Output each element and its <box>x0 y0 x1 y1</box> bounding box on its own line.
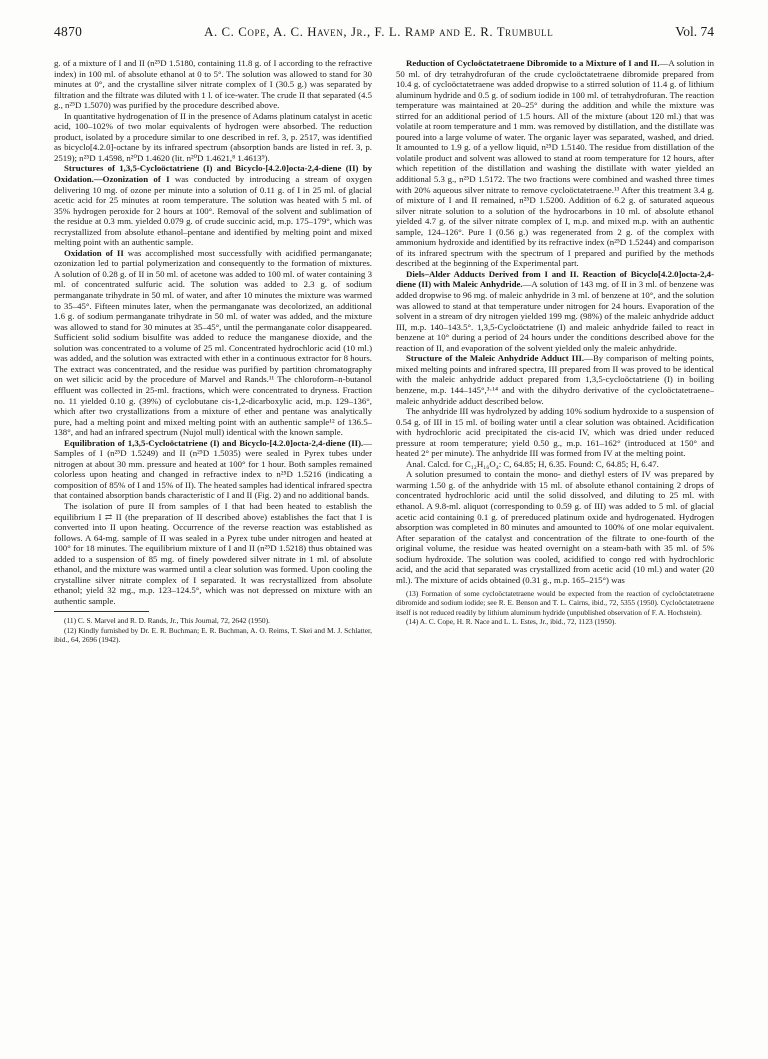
paragraph <box>396 269 714 353</box>
section-heading: Diels–Alder Adducts Derived from I and II. Reaction of Bicyclo[4.2.0]octa-2,4-diene (II) with Maleic Anhydride. <box>396 268 714 290</box>
footnote: (11) C. S. Marvel and R. D. Rands, Jr., This Journal, 72, 2642 (1950). <box>64 616 270 626</box>
paragraph: g. of a mixture of I and II (n²⁵D 1.5180, containing 11.8 g. of I according to the refractive index) in 100 ml. of absolute ethanol at 0 to 5°. The solution was allowed to stand for 30 minutes at 0°, and the crystalline silver nitrate complex of I (30.5 g.) was separated by filtration and the filtrate was diluted with 1 l. of ice-water. The crude II that separated (4.5 g., n²⁵D 1.5070) was purified by the procedure described above. <box>54 58 372 111</box>
footnote-divider <box>54 611 149 612</box>
volume-label: Vol. 74 <box>675 24 714 39</box>
paragraph: The isolation of pure II from samples of I that had been heated to establish the equilibrium I ⇄ II (the preparation of II described above) establishes the fact that I is converted into II upon heating. Occurrence of the reverse reaction was established as follows. A 64-mg. sample of II was sealed in a Pyrex tube under nitrogen and heated at 100° for 18 minutes. The equilibrium mixture of I and II (n²⁵D 1.5218) thus obtained was added to a suspension of 85 mg. of finely powdered silver nitrate in 1 ml. of absolute ethanol, and the mixture was warmed until a clear solution was formed. Upon cooling the crystalline silver nitrate complex of I separated. It was recrystallized from absolute ethanol; yield 32 mg., m.p. 123–124.5°, which was not depressed on mixture with an authentic sample. <box>54 500 372 606</box>
paragraph-text: —Samples of I (n²⁵D 1.5249) and II (n²⁵D 1.5035) were sealed in Pyrex tubes under nitrogen at about 30 mm. pressure and heated at 100° for 1 hour. Both samples remained colorless upon heating and changed in refractive index to n²⁵D 1.5216 (indicating a composition of 85% of I and 15% of II). The heated samples had identical infrared spectra that contained absorption bands characteristic of I and II (Fig. 2) and no additional bands. <box>54 437 372 501</box>
paragraph: In quantitative hydrogenation of II in the presence of Adams platinum catalyst in acetic acid, 100–102% of two molar equivalents of hydrogen were absorbed. The reduction product, isolated by a procedure similar to one described in ref. 3, p. 2517, was identified as bicyclo[4.2.0]-octane by its infrared spectrum (absorption bands are listed in ref. 3, p. 2519); n²⁵D 1.4598, n²⁰D 1.4620 (lit. n²⁰D 1.4621,⁸ 1.4613⁹). <box>54 110 372 163</box>
paragraph <box>396 353 714 406</box>
section-heading: Structure of the Maleic Anhydride Adduct III. <box>406 353 585 364</box>
right-column <box>396 58 714 1043</box>
paragraph-text: —By comparison of melting points, mixed melting points and infrared spectra, III prepared from II was proved to be identical with the maleic anhydride adduct prepared from 1,3,5-cycloöctatriene (I) in boiling benzene, m.p. 144–145°,³·¹⁴ and with the dihydro derivative of the cycloöctatetraene–maleic anhydride adduct described below. <box>396 353 714 406</box>
running-authors: A. C. Cope, A. C. Haven, Jr., F. L. Ramp and E. R. Trumbull <box>204 25 554 39</box>
paragraph: A solution presumed to contain the mono- and diethyl esters of IV was prepared by warming 1.50 g. of the anhydride with 15 ml. of absolute ethanol containing 2 drops of concentrated hydrochloric acid until the solid dissolved, and diluting to 25 ml. with ethanol. A 9.8-ml. aliquot (corresponding to 0.59 g. of III) was added to 5 ml. of glacial acetic acid containing 0.1 g. of prereduced platinum oxide and hydrogenated. Hydrogen absorption was completed in 80 minutes and amounted to 100% of one molar equivalent. After separation of the catalyst and concentration of the filtrate to one-fourth of the original volume, the residue was heated overnight on a steam-bath with 35 ml. of 5% sodium hydroxide. The solution was cooled, acidified to congo red with hydrochloric acid, and the acid that separated was crystallized from acetic acid (10 ml.) and water (20 ml.). The mixture of acids obtained (0.31 g., m.p. 165–215°) was <box>396 469 714 585</box>
paragraph-text: —A solution in 50 ml. of dry tetrahydrofuran of the crude cycloöctatetraene dibromide prepared from 10.4 g. of cycloöctatetraene was added dropwise to a stirred solution of 11.4 g. of lithium aluminum hydride and 0.5 g. of sodium iodide in 100 ml. of tetrahydrofuran. The reaction temperature was maintained at 20–25° during the addition and while the mixture was stirred for an additional period of 1.5 hours. All of the mixture (about 120 ml.) that was volatile at room temperature and 1 mm. was removed by distillation, and the distillate was poured into a large volume of water. The organic layer was separated, washed, and dried. It amounted to 1.9 g. of a yellow liquid, n²⁵D 1.5140. The residue from distillation of the volatile product and solvent was allowed to stand at room temperature for 12 hours, after which repetition of the distillation and washing the distillate with water yielded an additional 5.3 g., n²⁵D 1.5172. The two fractions were combined and washed three times with 20% aqueous silver nitrate to remove cycloöctatetraene.¹³ After this treatment 3.4 g. of mixture of I and II remained, n²⁵D 1.5200. Addition of 6.2 g. of saturated aqueous silver nitrate solution to a solution of the hydrocarbons in 10 ml. of absolute ethanol yielded 4.7 g. of the silver nitrate complex of I, m.p. and mixed m.p. with an authentic sample, 124–126°. Pure I (0.56 g.) was regenerated from 2 g. of the complex with ammonium hydroxide and identified by its refractive index (n²⁵D 1.5244) and comparison of its infrared spectrum with the spectrum of I prepared and purified by the methods described at the beginning of the Experimental part. <box>396 58 714 269</box>
section-heading: Oxidation of II <box>64 247 124 258</box>
paragraph <box>54 438 372 501</box>
paragraph-text: —A solution of 143 mg. of II in 3 ml. of benzene was added dropwise to 96 mg. of maleic anhydride in 3 ml. of benzene at 10°, and the solution was allowed to stand at that temperature under nitrogen for 24 hours. Evaporation of the solvent in a stream of dry nitrogen yielded 199 mg. (98%) of the maleic anhydride adduct III, m.p. 140–143.5°. 1,3,5-Cycloöctatriene (I) and maleic anhydride failed to react in benzene at 10° during a period of 24 hours under the conditions described above for the reaction of II, and evaporation of the solvent yielded only the maleic anhydride. <box>396 279 714 353</box>
paragraph <box>396 58 714 269</box>
section-heading: Equilibration of 1,3,5-Cycloöctatriene (I) and Bicyclo-[4.2.0]octa-2,4-diene (II). <box>64 437 364 448</box>
footnote: (14) A. C. Cope, H. R. Nace and L. L. Estes, Jr., ibid., 72, 1123 (1950). <box>406 616 617 626</box>
paragraph-text: was accomplished most successfully with acidified permanganate; ozonization led to partial polymerization and consequently to the formation of mixtures. A solution of 0.28 g. of II in 50 ml. of acetone was added to 100 ml. of water containing 3 ml. of concentrated sulfuric acid. The solution was added to 2.3 g. of sodium permanganate trihydrate in 50 ml. of water, and after 10 minutes the mixture was warmed to 35–45°. Fifteen minutes later, when the permanganate was decolorized, an additional 1.6 g. of sodium permanganate trihydrate in 50 ml. of water was added, and the mixture was allowed to stand for 30 minutes at 35–45°, until the permanganate color disappeared. Sufficient solid sodium bisulfite was added to reduce the manganese dioxide, and the solution was concentrated to a volume of 25 ml. Concentrated hydrochloric acid (10 ml.) was added, and the solution was extracted with ether in a continuous extractor for 8 hours. The extract was concentrated, and the residue was purified by partition chromatography on wet silicic acid by the procedure of Marvel and Rands.¹¹ The chloroform–n-butanol effluent was collected in 25-ml. fractions, which were concentrated to dryness. Fraction no. 11 yielded 0.10 g. (39%) of cyclobutane cis-1,2-dicarboxylic acid, m.p. 129–136°, which after two crystallizations from a mixture of ether and pentane was analytically pure, had a melting point and mixed melting point with an authentic sample¹² of 136.5–138°, and had an infrared spectrum (Nujol mull) identical with the known sample. <box>54 247 372 438</box>
left-column <box>54 58 372 1043</box>
paragraph <box>54 163 372 247</box>
paragraph: The anhydride III was hydrolyzed by adding 10% sodium hydroxide to a suspension of 0.54 g. of III in 15 ml. of boiling water until a clear solution was obtained. Acidification with hydrochloric acid precipitated the cis-acid IV, which was dried under reduced pressure at room temperature; yield 0.50 g., m.p. 161–162° (introduced at 150° and heated 2° per minute). The anhydride III was formed from IV at the melting point. <box>396 406 714 459</box>
running-header <box>54 24 714 44</box>
paragraph <box>54 248 372 438</box>
section-heading: Structures of 1,3,5-Cycloöctatriene (I) and Bicyclo-[4.2.0]octa-2,4-diene (II) by Oxidation.—Ozonization of I <box>54 163 372 185</box>
paragraph-text: was conducted by introducing a stream of oxygen delivering 10 mg. of ozone per minute into a solution of 0.11 g. of I in 25 ml. of glacial acetic acid for 25 minutes at room temperature. The solution was heated with 5 ml. of 35% hydrogen peroxide for 2 hours at 100°. Removal of the solvent and sublimation of the residue at 0.3 mm. yielded 0.079 g. of crude succinic acid, m.p. 175–179°, which was recrystallized from absolute ethanol–pentane and identified by melting point and mixed melting point with an authentic sample. <box>54 174 372 248</box>
page-number: 4870 <box>54 24 83 39</box>
footnote: (13) Formation of some cycloöctatetraene would be expected from the reaction of cycloöctatetraene dibromide and sodium iodide; see R. E. Benson and T. L. Cairns, ibid., 72, 5355 (1950). Cycloöctatetraene itself is not reduced readily by lithium aluminum hydride (unpublished observation of F. A. Hochstein). <box>396 589 714 617</box>
analysis-line: Anal. Calcd. for C₁₂H₁₆O₄: C, 64.85; H, 6.35. Found: C, 64.85; H, 6.47. <box>406 458 659 469</box>
footnote: (12) Kindly furnished by Dr. E. R. Buchman; E. R. Buchman, A. O. Reims, T. Skei and M. J. Schlatter, ibid., 64, 2696 (1942). <box>54 625 372 644</box>
section-heading: Reduction of Cycloöctatetraene Dibromide to a Mixture of I and II. <box>406 58 660 68</box>
